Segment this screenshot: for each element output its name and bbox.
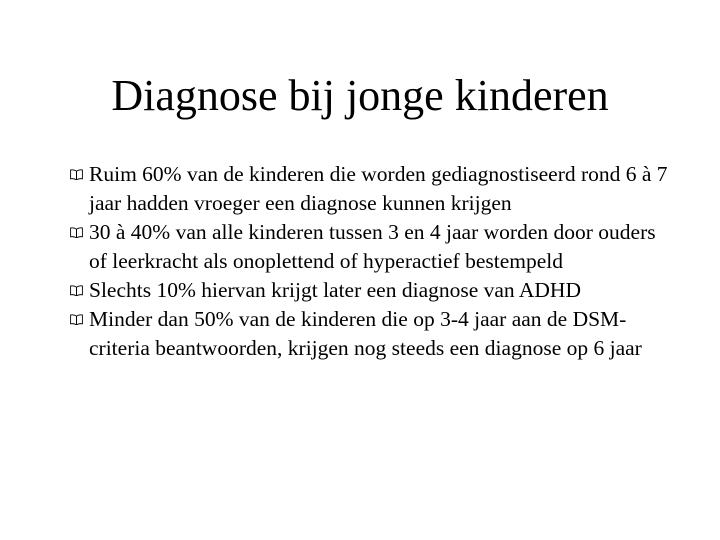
bullet-item bbox=[70, 160, 670, 218]
bullet-list bbox=[70, 160, 670, 363]
slide-title: Diagnose bij jonge kinderen bbox=[111, 71, 609, 120]
book-icon bbox=[70, 169, 83, 180]
bullet-item bbox=[70, 276, 670, 305]
book-icon bbox=[70, 227, 83, 238]
bullet-text: Slechts 10% hiervan krijgt later een diagnose van ADHD bbox=[89, 278, 581, 302]
bullet-item bbox=[70, 218, 670, 276]
bullet-text: Minder dan 50% van de kinderen die op 3-4 jaar aan de DSM-criteria beantwoorden, krijgen nog steeds een diagnose op 6 jaar bbox=[89, 307, 642, 360]
book-icon bbox=[70, 314, 83, 325]
bullet-text: 30 à 40% van alle kinderen tussen 3 en 4 jaar worden door ouders of leerkracht als onoplettend of hyperactief bestempeld bbox=[89, 220, 656, 273]
bullet-item bbox=[70, 305, 670, 363]
bullet-text: Ruim 60% van de kinderen die worden gediagnostiseerd rond 6 à 7 jaar hadden vroeger een diagnose kunnen krijgen bbox=[89, 162, 668, 215]
book-icon bbox=[70, 285, 83, 296]
